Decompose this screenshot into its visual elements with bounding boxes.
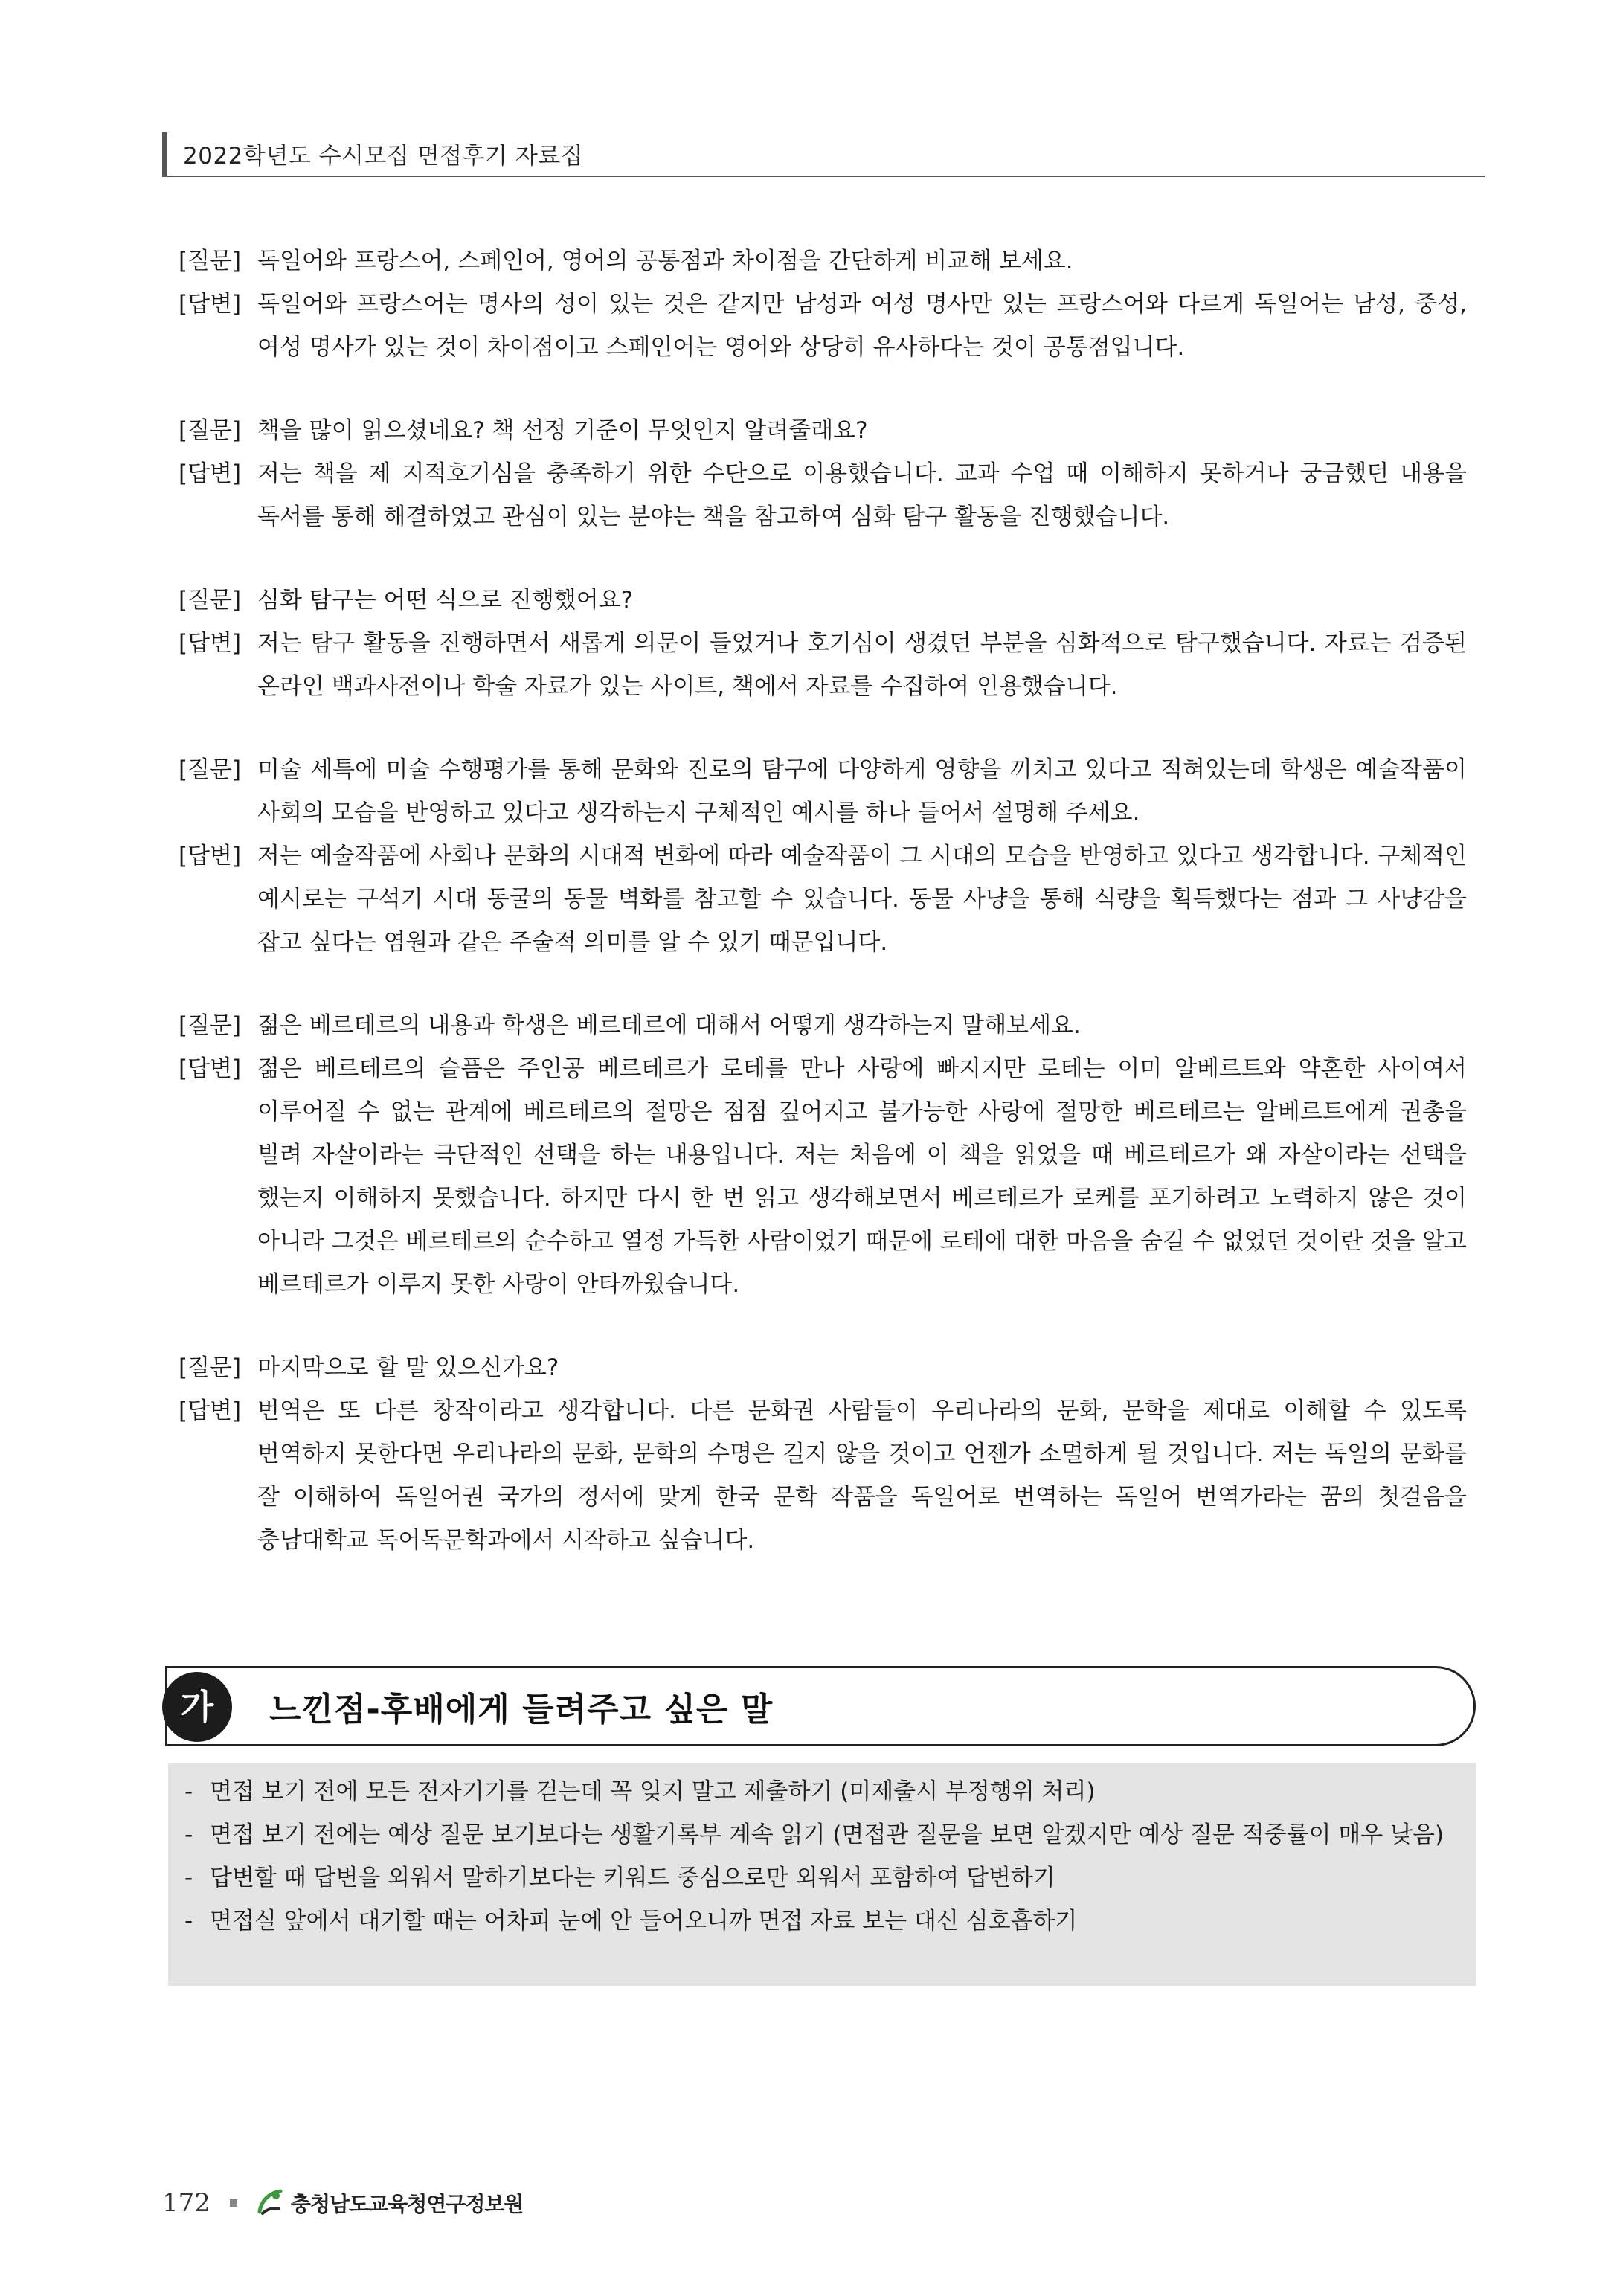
- qa-section: [179, 239, 1467, 1602]
- tip-text: 답변할 때 답변을 외워서 말하기보다는 키워드 중심으로만 외워서 포함하여 답변하기: [210, 1865, 1055, 1891]
- qa-item: [179, 579, 1467, 708]
- bullet-dash: -: [184, 1821, 193, 1848]
- bullet-dash: -: [184, 1778, 193, 1805]
- page-footer: [162, 2181, 523, 2225]
- bullet-dash: -: [184, 1865, 193, 1891]
- answer-tag: [답변]: [179, 291, 242, 318]
- list-item: [184, 1770, 1459, 1813]
- answer-line: [179, 835, 1467, 964]
- answer-tag: [답변]: [179, 1398, 242, 1424]
- question-text: 독일어와 프랑스어, 스페인어, 영어의 공통점과 차이점을 간단하게 비교해 보세요.: [257, 248, 1073, 274]
- header-bar: [162, 132, 167, 177]
- page-number: 172: [162, 2188, 210, 2218]
- question-tag: [질문]: [179, 417, 242, 444]
- answer-line: [179, 622, 1467, 708]
- qa-item: [179, 748, 1467, 964]
- answer-line: [179, 452, 1467, 538]
- tip-text: 면접실 앞에서 대기할 때는 어차피 눈에 안 들어오니까 면접 자료 보는 대신 심호흡하기: [210, 1908, 1078, 1935]
- question-text: 책을 많이 읽으셨네요? 책 선정 기준이 무엇인지 알려줄래요?: [257, 417, 868, 444]
- answer-text: 젊은 베르테르의 슬픔은 주인공 베르테르가 로테를 만나 사랑에 빠지지만 로테는 이미 알베르트와 약혼한 사이여서 이루어질 수 없는 관계에 베르테르의 절망은 점점 깊어지고 불가능한 사랑에 절망한 베르테르는 알베르트에게 권총을 빌려 자살이라는 극단적인 선택을 하는 내용입니다. 저는 처음에 이 책을 읽었을 때 베르테르가 왜 자살이라는 선택을 했는지 이해하지 못했습니다. 하지만 다시 한 번 읽고 생각해보면서 베르테르가 로케를 포기하려고 노력하지 않은 것이 아니라 그것은 베르테르의 순수하고 열정 가득한 사람이었기 때문에 로테에 대한 마음을 숨길 수 없었던 것이란 것을 알고 베르테르가 이루지 못한 사랑이 안타까웠습니다.: [257, 1055, 1467, 1298]
- question-text: 미술 세특에 미술 수행평가를 통해 문화와 진로의 탐구에 다양하게 영향을 끼치고 있다고 적혀있는데 학생은 예술작품이 사회의 모습을 반영하고 있다고 생각하는지 구체적인 예시를 하나 들어서 설명해 주세요.: [257, 756, 1467, 826]
- qa-item: [179, 409, 1467, 538]
- qa-item: [179, 1004, 1467, 1306]
- question-text: 마지막으로 할 말 있으신가요?: [257, 1354, 559, 1381]
- org-name: 충청남도교육청연구정보원: [290, 2192, 524, 2216]
- question-line: [179, 1346, 1467, 1389]
- section-badge: 가: [162, 1672, 232, 1742]
- answer-text: 독일어와 프랑스어는 명사의 성이 있는 것은 같지만 남성과 여성 명사만 있는 프랑스어와 다르게 독일어는 남성, 중성, 여성 명사가 있는 것이 차이점이고 스페인어는 영어와 상당히 유사하다는 것이 공통점입니다.: [257, 291, 1467, 361]
- section-title: 느낀점-후배에게 들려주고 싶은 말: [269, 1691, 774, 1729]
- question-line: [179, 239, 1467, 283]
- question-line: [179, 579, 1467, 622]
- tips-list: [168, 1763, 1476, 1943]
- question-text: 심화 탐구는 어떤 식으로 진행했어요?: [257, 587, 634, 614]
- answer-tag: [답변]: [179, 1055, 242, 1082]
- question-tag: [질문]: [179, 1354, 242, 1381]
- tip-text: 면접 보기 전에 모든 전자기기를 걷는데 꼭 잊지 말고 제출하기 (미제출시 부정행위 처리): [210, 1778, 1096, 1805]
- separator-square: [230, 2199, 237, 2207]
- list-item: [184, 1900, 1459, 1943]
- question-tag: [질문]: [179, 587, 242, 614]
- header-rule: [162, 176, 1485, 177]
- list-item: [184, 1813, 1459, 1856]
- answer-tag: [답변]: [179, 843, 242, 869]
- answer-tag: [답변]: [179, 460, 242, 487]
- running-header: [162, 132, 1485, 177]
- bullet-dash: -: [184, 1908, 193, 1935]
- question-line: [179, 748, 1467, 835]
- org-logo: [254, 2187, 524, 2219]
- tip-text: 면접 보기 전에는 예상 질문 보기보다는 생활기록부 계속 읽기 (면접관 질문을 보면 알겠지만 예상 질문 적중률이 매우 낮음): [210, 1821, 1444, 1848]
- answer-line: [179, 1389, 1467, 1562]
- answer-line: [179, 1047, 1467, 1306]
- question-tag: [질문]: [179, 248, 242, 274]
- list-item: [184, 1856, 1459, 1900]
- qa-item: [179, 239, 1467, 369]
- question-tag: [질문]: [179, 1012, 242, 1039]
- answer-text: 저는 탐구 활동을 진행하면서 새롭게 의문이 들었거나 호기심이 생겼던 부분을 심화적으로 탐구했습니다. 자료는 검증된 온라인 백과사전이나 학술 자료가 있는 사이트, 책에서 자료를 수집하여 인용했습니다.: [257, 630, 1467, 700]
- answer-text: 저는 예술작품에 사회나 문화의 시대적 변화에 따라 예술작품이 그 시대의 모습을 반영하고 있다고 생각합니다. 구체적인 예시로는 구석기 시대 동굴의 동물 벽화를 참고할 수 있습니다. 동물 사냥을 통해 식량을 획득했다는 점과 그 사냥감을 잡고 싶다는 염원과 같은 주술적 의미를 알 수 있기 때문입니다.: [257, 843, 1467, 956]
- question-text: 젊은 베르테르의 내용과 학생은 베르테르에 대해서 어떻게 생각하는지 말해보세요.: [257, 1012, 1081, 1039]
- section-header: [165, 1666, 1476, 1746]
- answer-text: 저는 책을 제 지적호기심을 충족하기 위한 수단으로 이용했습니다. 교과 수업 때 이해하지 못하거나 궁금했던 내용을 독서를 통해 해결하였고 관심이 있는 분야는 책을 참고하여 심화 탐구 활동을 진행했습니다.: [257, 460, 1467, 530]
- question-line: [179, 409, 1467, 452]
- tips-box: [168, 1763, 1476, 1986]
- qa-item: [179, 1346, 1467, 1562]
- question-tag: [질문]: [179, 756, 242, 783]
- answer-tag: [답변]: [179, 630, 242, 657]
- header-title: 2022학년도 수시모집 면접후기 자료집: [183, 143, 584, 170]
- logo-icon: [254, 2187, 286, 2219]
- question-line: [179, 1004, 1467, 1047]
- answer-text: 번역은 또 다른 창작이라고 생각합니다. 다른 문화권 사람들이 우리나라의 문화, 문학을 제대로 이해할 수 있도록 번역하지 못한다면 우리나라의 문화, 문학의 수명은 길지 않을 것이고 언젠가 소멸하게 될 것입니다. 저는 독일의 문화를 잘 이해하여 독일어권 국가의 정서에 맞게 한국 문학 작품을 독일어로 번역하는 독일어 번역가라는 꿈의 첫걸음을 충남대학교 독어독문학과에서 시작하고 싶습니다.: [257, 1398, 1467, 1554]
- answer-line: [179, 283, 1467, 369]
